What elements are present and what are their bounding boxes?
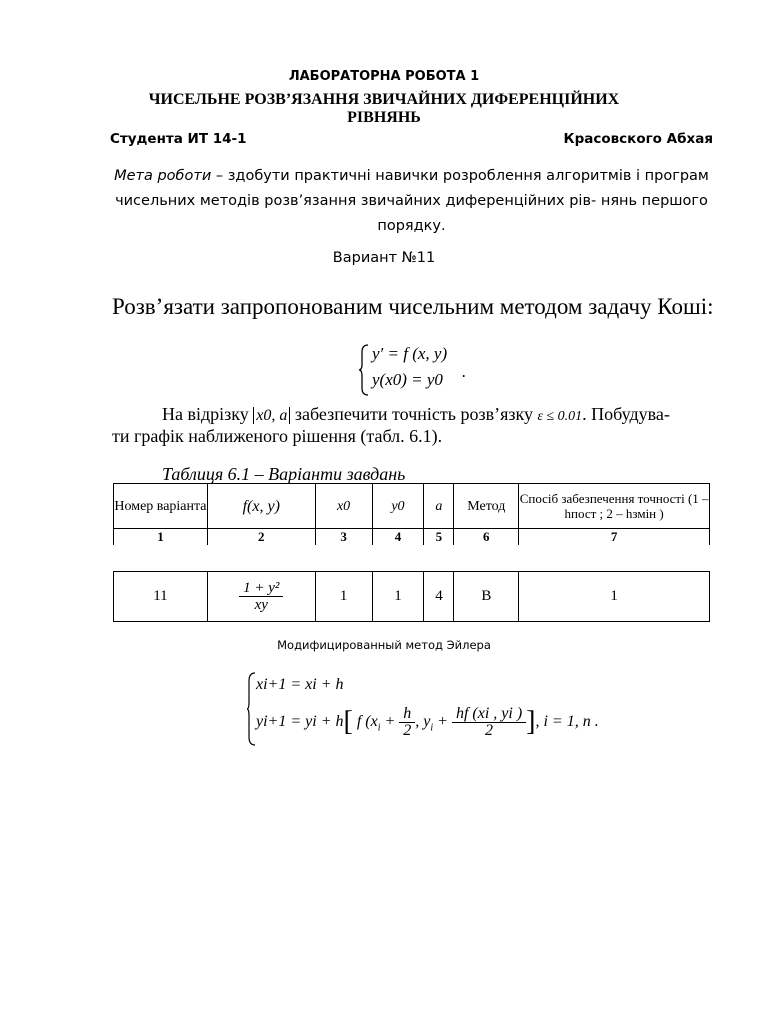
column-number: 7 xyxy=(519,529,710,546)
document-page: ЛАБОРАТОРНА РОБОТА 1 ЧИСЕЛЬНЕ РОЗВ’ЯЗАННЯ ЗВИЧАЙНИХ ДИФЕРЕНЦІЙНИХ РІВНЯНЬ Студента ИТ 14-1 Красовского Абхая Мета роботи – здобути практичні навички розроблення алгоритмів і програм чисельних методів розв’язання звичайних диференційних рів- нянь першого порядку. Вариант №11 Розв’язати запропонованим чисельним методом задачу Коші: y′ = f (x, y) y(x0) = y0 . На відрізку x0, a забезпечити точність розв’язку ε ≤ 0.01. Побудува- ти графік наближеного рішення (табл. 6.1). Таблиця 6.1 – Варіанти завдань Номер варіанта f(x, y) x0 y0 a Метод Спосіб забезпечення точності (1 – hпост ; 2 – hзмін ) 1 2 3 4 5 6 7 11 $\frac{\text{1 + y²}}{xy}$ 1 1 4 В 1 Модифицированный метод Эйлера xi+1 = xi + h yi+1 = yi + h[ f ($x_i$ + $\frac{h}{2}$ , $y_i$ + $\frac{hf (xi , yi )}{2}$ ], i = 1, n . xyxy=(0,0,768,1024)
student-name: Красовского Абхая xyxy=(563,131,713,147)
variant-row-table xyxy=(113,571,710,622)
header-method: Метод xyxy=(454,484,519,529)
goal-label: Мета роботи xyxy=(114,168,212,184)
cell-method: В xyxy=(454,572,519,622)
equation-derivative: y′ = f (x, y) xyxy=(372,344,448,363)
variants-table-header xyxy=(113,483,710,545)
goal-paragraph xyxy=(110,164,713,239)
column-number: 2 xyxy=(207,529,315,546)
formula-range: i = 1, n xyxy=(543,713,591,731)
goal-text: – здобути практичні навички розроблення алгоритмів і програм чисельних методів розв’язання звичайних диференційних рів- нянь першого порядку. xyxy=(115,168,709,234)
equation-initial: y(x0) = y0 xyxy=(372,370,443,389)
task-heading: Розв’язати запропонованим чисельним методом задачу Коші: xyxy=(112,294,714,319)
table-caption: Таблиця 6.1 – Варіанти завдань xyxy=(162,464,406,484)
student-group: Студента ИТ 14-1 xyxy=(110,131,247,147)
header-x0: x0 xyxy=(315,484,372,529)
header-variant-number: Номер варіанта xyxy=(114,484,208,529)
work-title-line-1: ЧИСЕЛЬНЕ РОЗВ’ЯЗАННЯ ЗВИЧАЙНИХ ДИФЕРЕНЦІЙНИХ xyxy=(148,91,620,108)
variant-label: Вариант №11 xyxy=(332,250,436,266)
work-title-line-2: РІВНЯНЬ xyxy=(347,109,421,126)
euler-formula xyxy=(246,672,606,746)
column-number: 6 xyxy=(454,529,519,546)
column-number: 4 xyxy=(372,529,424,546)
segment-interval: x0, a xyxy=(253,407,290,424)
header-accuracy: Спосіб забезпечення точності (1 – hпост ; 2 – hзмін ) xyxy=(519,484,710,529)
epsilon-value: ε ≤ 0.01 xyxy=(537,409,583,424)
cell-variant: 11 xyxy=(114,572,208,622)
cell-accuracy: 1 xyxy=(519,572,710,622)
table-row xyxy=(114,572,710,622)
cell-x0: 1 xyxy=(315,572,372,622)
cell-a: 4 xyxy=(424,572,454,622)
lab-title: ЛАБОРАТОРНА РОБОТА 1 xyxy=(288,69,480,84)
segment-paragraph-line-2: ти графік наближеного рішення (табл. 6.1). xyxy=(112,426,443,446)
formula-y-step: yi+1 = yi + h[ f ($x_i$ + $\frac{h}{2}$ , $y_i$ + $\frac{hf (xi , yi )}{2}$ ], i = 1, n . xyxy=(256,705,599,739)
cell-function xyxy=(207,572,315,622)
formula-x-step: xi+1 = xi + h xyxy=(256,676,344,693)
left-brace-icon xyxy=(246,672,256,746)
method-name: Модифицированный метод Эйлера xyxy=(277,638,491,652)
cell-y0: 1 xyxy=(372,572,424,622)
h-half-fraction: $\frac{h}{2}$ xyxy=(399,706,415,739)
column-number: 3 xyxy=(315,529,372,546)
work-title xyxy=(0,91,768,127)
column-number: 1 xyxy=(114,529,208,546)
segment-paragraph: На відрізку x0, a забезпечити точність розв’язку ε ≤ 0.01. Побудува- xyxy=(162,404,670,424)
function-fraction: $\frac{\text{1 + y²}}{xy}$ xyxy=(239,580,283,613)
header-y0: y0 xyxy=(372,484,424,529)
hf-half-fraction: $\frac{hf (xi , yi )}{2}$ xyxy=(452,706,526,739)
header-a: a xyxy=(424,484,454,529)
column-number: 5 xyxy=(424,529,454,546)
left-brace-icon xyxy=(358,344,370,396)
header-function: f(x, y) xyxy=(207,484,315,529)
